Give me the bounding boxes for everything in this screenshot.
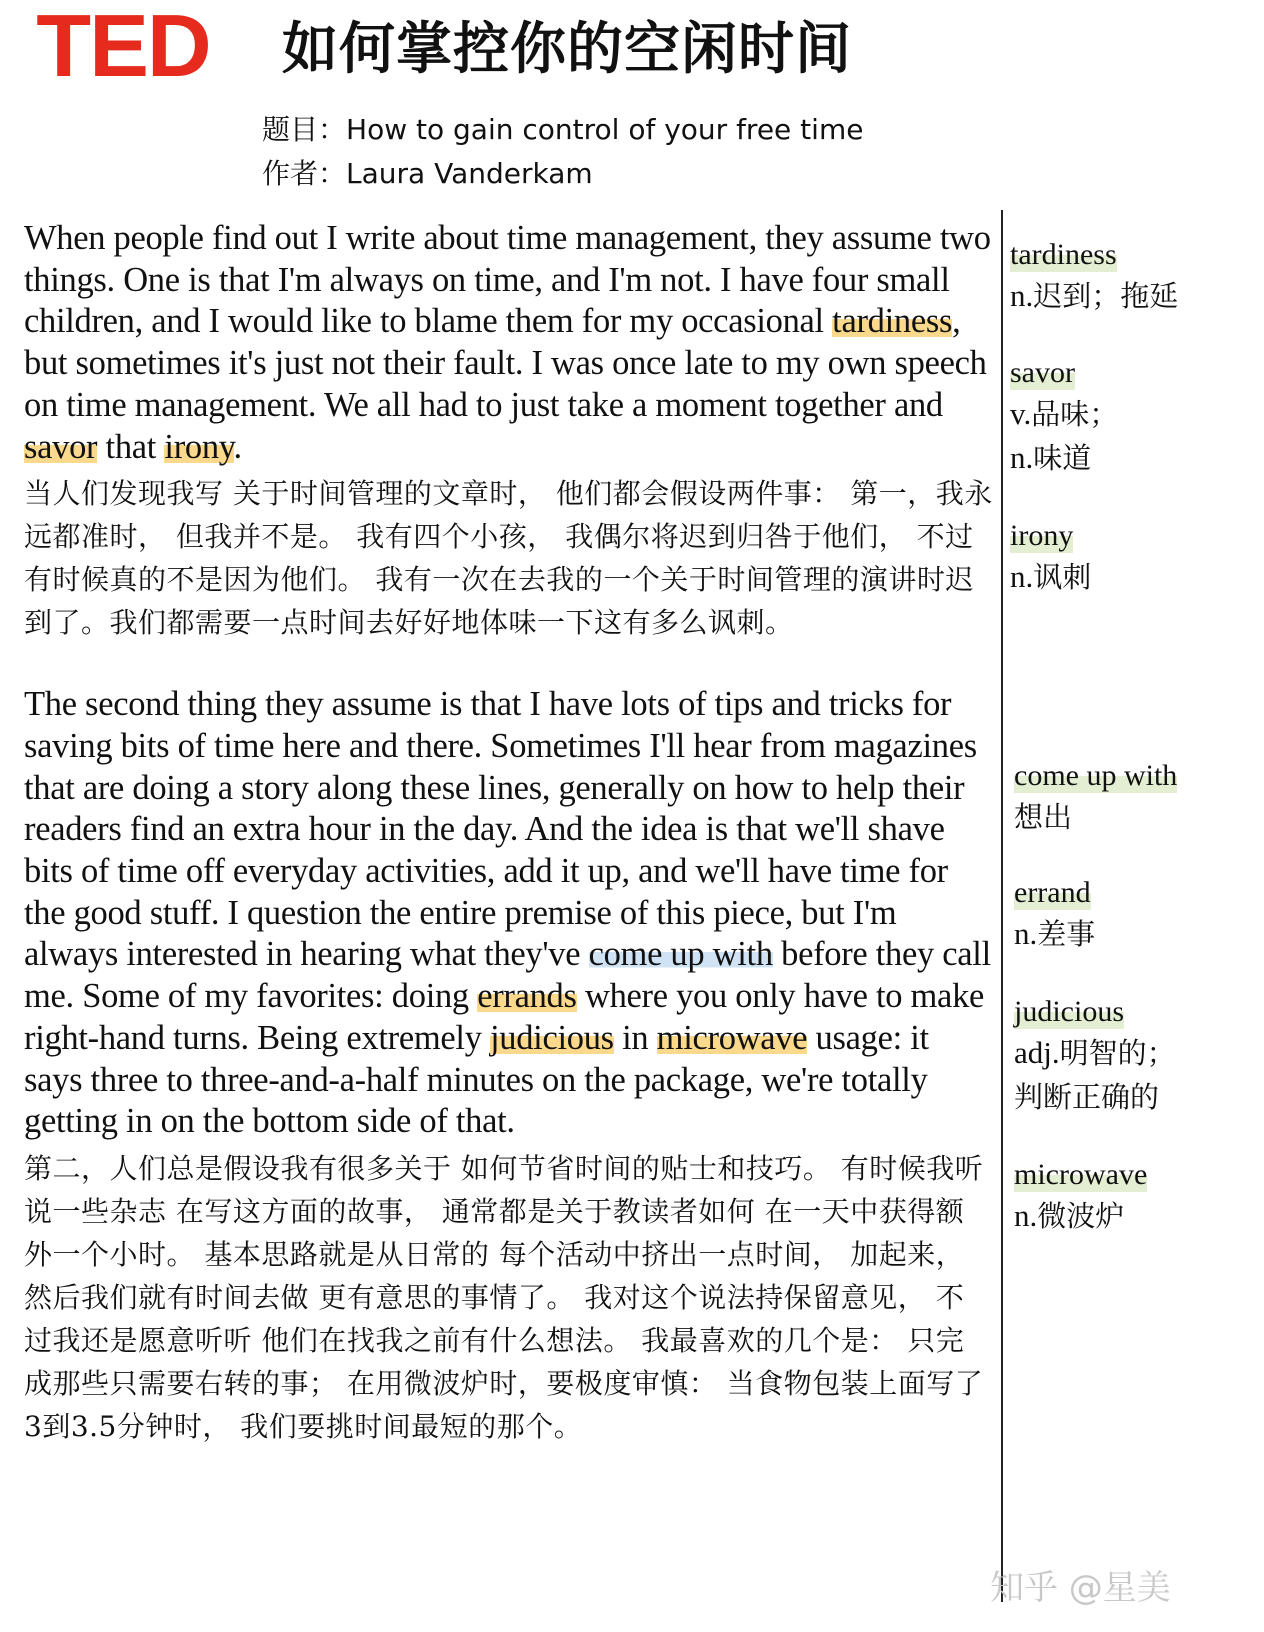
- text-run: in: [613, 1018, 657, 1057]
- text-run: that: [97, 427, 165, 466]
- text-run: before they call me. Some of my favorites: doing: [24, 935, 991, 1016]
- paragraph-2-english: [24, 684, 994, 1143]
- highlight-judicious: judicious: [489, 1018, 614, 1057]
- highlight-errands: errands: [477, 977, 577, 1016]
- author-line: [262, 152, 863, 196]
- part-of-speech: n.: [1010, 559, 1034, 594]
- vocab-entry-come-up-with: [1014, 757, 1264, 839]
- definition-text: 判断正确的: [1014, 1080, 1160, 1114]
- vocab-entry-irony: [1010, 517, 1260, 599]
- vocab-definition: [1014, 795, 1264, 839]
- text-run: , but sometimes it's just not their fault. I was once late to my own speech on time management. We all had to just take a moment together and: [24, 302, 987, 424]
- vocab-definition: [1010, 392, 1260, 436]
- vocab-word: irony: [1010, 517, 1073, 555]
- ted-logo: TED: [36, 0, 210, 95]
- part-of-speech: n.: [1014, 916, 1038, 951]
- text-run: .: [233, 427, 242, 466]
- highlight-tardiness: tardiness: [832, 302, 953, 341]
- topic-line: [262, 108, 863, 152]
- part-of-speech: n.: [1014, 1198, 1038, 1233]
- highlight-microwave: microwave: [656, 1018, 808, 1057]
- talk-meta: [262, 108, 863, 196]
- vocab-definition: [1010, 436, 1260, 480]
- definition-text: 想出: [1014, 800, 1073, 834]
- vocab-word: errand: [1014, 874, 1091, 912]
- vocab-word: come up with: [1014, 757, 1177, 795]
- vocab-definition: [1010, 555, 1260, 599]
- part-of-speech: n.: [1010, 278, 1034, 313]
- part-of-speech: v.: [1010, 396, 1032, 431]
- text-run: The second thing they assume is that I have lots of tips and tricks for saving bits of time here and there. Sometimes I'll hear from magazines that are doing a story along these lines, generally on how to help their readers find an extra hour in the day. And the idea is that we'll shave bits of time off everyday activities, add it up, and we'll have time for the good stuff. I question the entire premise of this piece, but I'm always interested in hearing what they've: [24, 685, 977, 974]
- vocab-word: tardiness: [1010, 236, 1117, 274]
- vocab-word: microwave: [1014, 1156, 1147, 1194]
- part-of-speech: n.: [1010, 440, 1034, 475]
- paragraph-1-english: [24, 218, 994, 468]
- paragraph-2-chinese: 第二，人们总是假设我有很多关于 如何节省时间的贴士和技巧。 有时候我听说一些杂志 在写这方面的故事， 通常都是关于教读者如何 在一天中获得额外一个小时。 基本思路就是从日常的 每个活动中挤出一点时间， 加起来， 然后我们就有时间去做 更有意思的事情了。 我对这个说法持保留意见， 不过我还是愿意听听 他们在找我之前有什么想法。 我最喜欢的几个是： 只完成那些只需要右转的事； 在用微波炉时，要极度审慎： 当食物包装上面写了3到3.5分钟时， 我们要挑时间最短的那个。: [24, 1151, 984, 1443]
- vocab-definition: [1014, 1075, 1264, 1119]
- part-of-speech: adj.: [1014, 1035, 1060, 1070]
- text-run: where you only have to make right-hand turns. Being extremely: [24, 977, 985, 1057]
- definition-text: 差事: [1037, 917, 1096, 951]
- transcript-column: [24, 218, 994, 1448]
- text-run: When people find out I write about time management, they assume two things. One is that I'm always on time, and I'm not. I have four small children, and I would like to blame them for my occasional: [24, 219, 991, 341]
- paragraph-gap: [24, 644, 994, 684]
- author-value: Laura Vanderkam: [346, 157, 593, 190]
- definition-text: 迟到；拖延: [1033, 279, 1179, 313]
- definition-text: 微波炉: [1037, 1199, 1125, 1233]
- definition-text: 明智的；: [1059, 1036, 1176, 1070]
- vocab-definition: [1014, 1194, 1264, 1238]
- column-divider: [1001, 210, 1003, 1602]
- definition-text: 味道: [1033, 441, 1092, 475]
- vocab-word: savor: [1010, 354, 1075, 392]
- paragraph-1-chinese: 当人们发现我写 关于时间管理的文章时， 他们都会假设两件事： 第一，我永远都准时， 但我并不是。 我有四个小孩， 我偶尔将迟到归咎于他们， 不过有时候真的不是因为他们。 我有一次在去我的一个关于时间管理的演讲时迟到了。我们都需要一点时间去好好地体味一下这有多么讽刺。: [24, 477, 993, 640]
- vocab-definition: [1014, 1031, 1264, 1075]
- definition-text: 品味；: [1031, 397, 1119, 431]
- topic-label: 题目：: [262, 113, 347, 146]
- text-run: usage: it says three to three-and-a-half minutes on the package, we're totally getting in on the bottom side of that.: [24, 1018, 929, 1141]
- vocab-entry-microwave: [1014, 1156, 1264, 1238]
- vocab-definition: [1014, 912, 1264, 956]
- zhihu-watermark: 知乎 @星美: [990, 1568, 1171, 1608]
- vocab-entry-judicious: [1014, 993, 1264, 1119]
- highlight-savor: savor: [24, 427, 98, 466]
- vocab-entry-tardiness: [1010, 236, 1260, 318]
- highlight-come-up-with: come up with: [588, 935, 773, 974]
- vocab-definition: [1010, 274, 1260, 318]
- vocab-entry-errand: [1014, 874, 1264, 956]
- definition-text: 讽刺: [1033, 560, 1092, 594]
- highlight-irony: irony: [164, 427, 234, 466]
- topic-value: How to gain control of your free time: [346, 113, 864, 146]
- vocab-entry-savor: [1010, 354, 1260, 480]
- vocab-word: judicious: [1014, 993, 1124, 1031]
- page-title: 如何掌控你的空闲时间: [282, 17, 852, 82]
- author-label: 作者：: [262, 157, 347, 190]
